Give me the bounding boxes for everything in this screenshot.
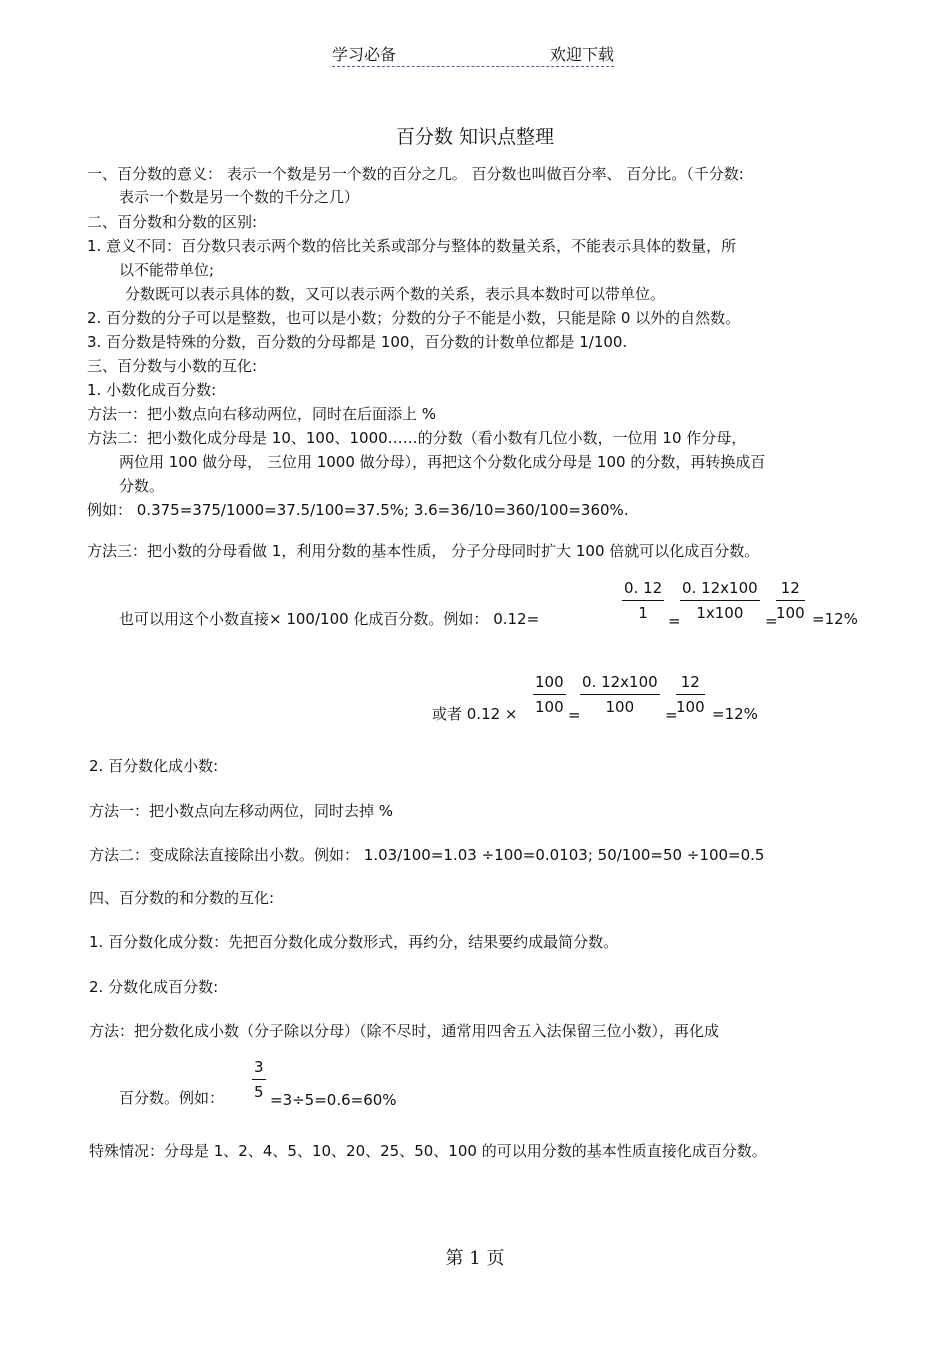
fraction-numerator: 12 — [676, 672, 705, 695]
fraction-denominator: 1x100 — [696, 604, 744, 622]
document-title: 百分数 知识点整理 — [395, 126, 555, 148]
example-lead: 也可以用这个小数直接× 100/100 化成百分数。例如： 0.12= — [119, 610, 540, 628]
text-line: 方法：把分数化成小数（分子除以分母）（除不尽时，通常用四舍五入法保留三位小数），再化成 — [89, 1022, 720, 1040]
fraction-numerator: 0. 12 — [622, 578, 664, 601]
example-result: =3÷5=0.6=60% — [270, 1091, 397, 1109]
fraction-numerator: 100 — [533, 672, 566, 695]
fraction-denominator: 100 — [676, 698, 705, 716]
header-left-text: 学习必备 — [332, 45, 397, 64]
section-heading: 四、百分数的和分数的互化: — [89, 889, 275, 907]
fraction — [533, 672, 566, 717]
equals-sign: = — [665, 706, 678, 724]
text-line: 一、百分数的意义： 表示一个数是另一个数的百分之几。 百分数也叫做百分率、 百分比。（千分数: — [87, 165, 744, 183]
text-line: 1. 意义不同：百分数只表示两个数的倍比关系或部分与整体的数量关系，不能表示具体的数量，所 — [87, 237, 737, 255]
page-number: 第 1 页 — [445, 1248, 505, 1269]
header-right-text: 欢迎下载 — [549, 45, 614, 64]
example-lead: 或者 0.12 × — [432, 705, 518, 723]
example-lead: 百分数。例如： — [119, 1089, 225, 1107]
fraction-numerator: 12 — [776, 578, 805, 601]
fraction — [676, 672, 705, 717]
page-header — [332, 40, 614, 67]
text-line: 方法一：把小数点向左移动两位，同时去掉 % — [89, 802, 394, 820]
equals-sign: = — [765, 612, 778, 630]
equals-sign: = — [568, 706, 581, 724]
section-heading: 三、百分数与小数的互化: — [87, 357, 258, 375]
fraction-denominator: 100 — [605, 698, 635, 716]
fraction — [622, 578, 664, 623]
fraction — [680, 578, 760, 623]
example-result: =12% — [812, 610, 858, 628]
text-line: 3. 百分数是特殊的分数，百分数的分母都是 100，百分数的计数单位都是 1/100. — [87, 333, 628, 351]
text-line: 分数既可以表示具体的数，又可以表示两个数的关系，表示具本数时可以带单位。 — [125, 285, 666, 303]
text-line: 例如： 0.375=375/1000=37.5/100=37.5%; 3.6=36/10=360/100=360%. — [87, 501, 629, 519]
subsection-heading: 2. 百分数化成小数: — [89, 757, 219, 775]
fraction-numerator: 0. 12x100 — [580, 672, 660, 695]
text-line: 方法二：变成除法直接除出小数。例如： 1.03/100=1.03 ÷100=0.0103; 50/100=50 ÷100=0.5 — [89, 846, 765, 864]
text-line: 方法三：把小数的分母看做 1，利用分数的基本性质， 分子分母同时扩大 100 倍就可以化成百分数。 — [87, 542, 760, 560]
fraction — [252, 1057, 266, 1102]
text-line: 方法二：把小数化成分母是 10、100、1000……的分数（看小数有几位小数，一位用 10 作分母， — [87, 429, 747, 447]
subsection-heading: 2. 分数化成百分数: — [89, 978, 219, 996]
text-line: 分数。 — [119, 477, 165, 495]
subsection-heading: 1. 小数化成百分数: — [87, 381, 217, 399]
text-line: 特殊情况：分母是 1、2、4、5、10、20、25、50、100 的可以用分数的基本性质直接化成百分数。 — [89, 1142, 767, 1160]
text-line: 2. 百分数的分子可以是整数，也可以是小数；分数的分子不能是小数，只能是除 0 以外的自然数。 — [87, 309, 741, 327]
section-heading: 二、百分数和分数的区别: — [87, 213, 258, 231]
fraction-numerator: 0. 12x100 — [680, 578, 760, 601]
fraction-denominator: 100 — [535, 698, 564, 716]
text-line: 表示一个数是另一个数的千分之几） — [119, 188, 360, 206]
text-line: 两位用 100 做分母， 三位用 1000 做分母），再把这个分数化成分母是 100 的分数，再转换成百 — [119, 453, 766, 471]
text-line: 1. 百分数化成分数：先把百分数化成分数形式，再约分，结果要约成最简分数。 — [89, 933, 619, 951]
text-line: 以不能带单位; — [119, 261, 215, 279]
fraction — [580, 672, 660, 717]
fraction-numerator: 3 — [252, 1057, 266, 1080]
fraction-denominator: 1 — [638, 604, 648, 622]
fraction — [776, 578, 805, 623]
text-line: 方法一：把小数点向右移动两位，同时在后面添上 % — [87, 405, 437, 423]
equals-sign: = — [668, 612, 681, 630]
fraction-denominator: 5 — [254, 1083, 264, 1101]
example-result: =12% — [712, 705, 758, 723]
fraction-denominator: 100 — [776, 604, 805, 622]
